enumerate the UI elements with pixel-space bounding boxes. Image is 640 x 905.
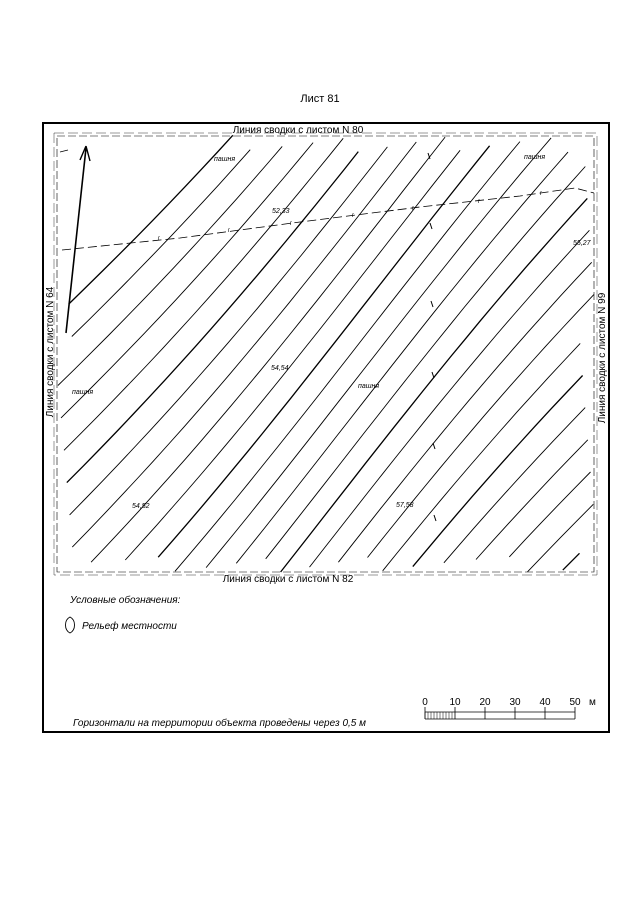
svg-text:г: г bbox=[158, 236, 161, 242]
svg-text:г: г bbox=[540, 191, 543, 197]
svg-text:г: г bbox=[478, 199, 481, 205]
contour-line bbox=[175, 142, 520, 572]
contour-line bbox=[70, 147, 388, 515]
elevation-mark: 55,27 bbox=[573, 240, 591, 247]
scale-tick-label: 30 bbox=[509, 697, 521, 708]
scale-tick-label: 50 bbox=[569, 697, 581, 708]
legend-title: Условные обозначения: bbox=[70, 595, 181, 606]
field-label: пашня bbox=[524, 154, 546, 161]
contour-line bbox=[72, 142, 416, 547]
scale-tick-label: 0 bbox=[422, 697, 428, 708]
outer-frame bbox=[43, 123, 609, 732]
field-label: пашня bbox=[214, 156, 236, 163]
contour-line bbox=[69, 135, 236, 304]
contour-line bbox=[444, 408, 585, 563]
slope-ticks bbox=[428, 153, 436, 521]
field-label: пашня bbox=[358, 383, 380, 390]
relief-symbol-icon bbox=[66, 617, 75, 633]
scale-bar bbox=[422, 697, 596, 719]
elevation-mark: 57,58 bbox=[396, 502, 414, 509]
elevation-mark: 54,54 bbox=[271, 365, 289, 372]
contour-line bbox=[528, 504, 594, 572]
svg-text:г: г bbox=[412, 206, 415, 212]
edge-label-right: Линия сводки с листом N 99 bbox=[597, 292, 608, 424]
contour-line bbox=[383, 343, 581, 570]
elevation-mark: 52,33 bbox=[272, 208, 290, 215]
scale-tick-label: 10 bbox=[449, 697, 461, 708]
scale-tick-label: 20 bbox=[479, 697, 491, 708]
elevation-mark: 54,52 bbox=[132, 503, 150, 510]
scale-tick-label: 40 bbox=[539, 697, 551, 708]
sheet-title: Лист 81 bbox=[300, 93, 340, 105]
north-arrow-icon bbox=[60, 146, 90, 333]
contour-line bbox=[64, 138, 343, 450]
contour-line bbox=[338, 262, 591, 562]
contour-line bbox=[72, 150, 250, 337]
fence-line bbox=[62, 188, 594, 250]
contour-line bbox=[368, 294, 595, 557]
contour-line bbox=[476, 440, 588, 560]
contour-line bbox=[125, 150, 460, 560]
svg-text:г: г bbox=[228, 228, 231, 234]
legend-relief: Рельеф местности bbox=[82, 621, 177, 632]
contour-line bbox=[509, 472, 590, 557]
edge-label-top: Линия сводки с листом N 80 bbox=[232, 125, 364, 136]
contour-line bbox=[563, 553, 580, 570]
svg-text:г: г bbox=[290, 221, 293, 227]
contour-line bbox=[158, 146, 489, 557]
scale-unit: м bbox=[589, 697, 596, 708]
legend-note: Горизонтали на территории объекта проведены через 0,5 м bbox=[73, 718, 367, 729]
contour-line bbox=[206, 138, 551, 568]
edge-label-bottom: Линия сводки с листом N 82 bbox=[222, 574, 354, 585]
svg-text:г: г bbox=[352, 213, 355, 219]
edge-label-left: Линия сводки с листом N 64 bbox=[45, 286, 56, 418]
contour-line bbox=[91, 137, 445, 562]
field-label: пашня bbox=[72, 389, 94, 396]
contour-line bbox=[58, 146, 282, 385]
